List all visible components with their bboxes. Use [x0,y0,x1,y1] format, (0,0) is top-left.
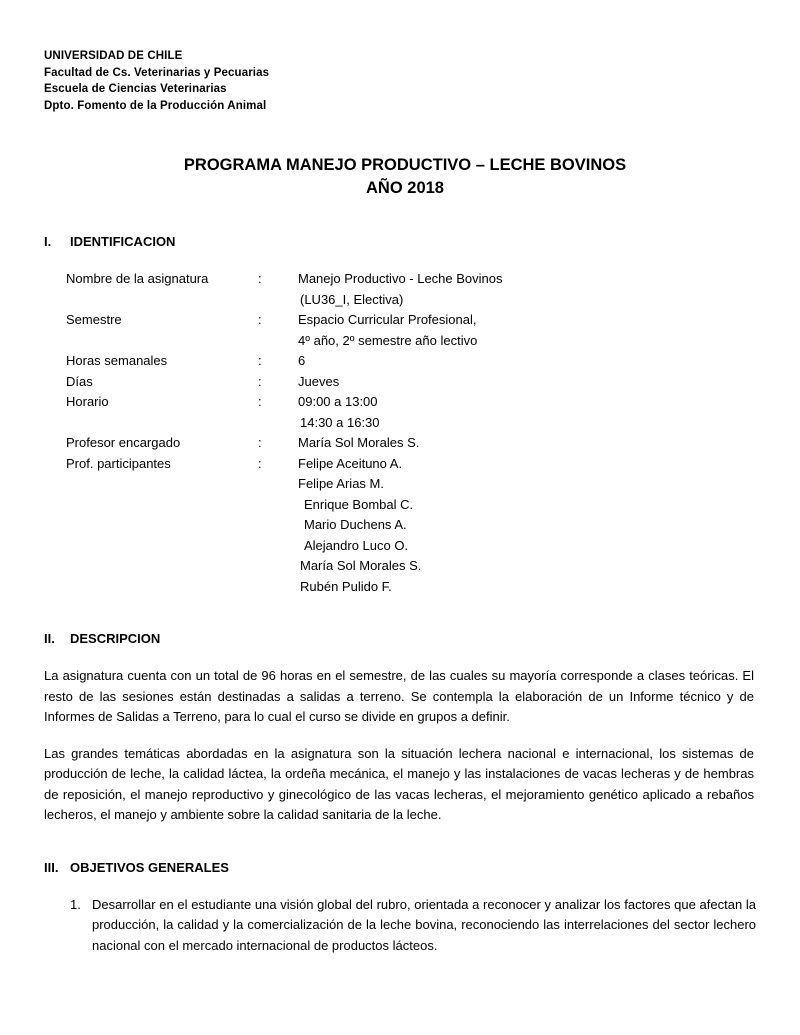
page-title-line-1: PROGRAMA MANEJO PRODUCTIVO – LECHE BOVINOS [183,156,627,174]
table-row [66,351,756,372]
ident-label: Horario [66,394,109,409]
section-title-identificacion: IDENTIFICACION [70,234,176,249]
section-numeral-descripcion: II. [44,631,55,646]
section-numeral-objetivos: III. [44,859,59,875]
ident-colon: : [258,394,262,409]
table-row [66,269,756,290]
ident-value-cont: 14:30 a 16:30 [300,414,380,430]
section-heading-objetivos [44,860,756,875]
section-heading-identificacion [44,234,756,249]
list-item-number: 1. [70,896,81,912]
ident-label: Profesor encargado [66,435,181,450]
ident-value: Espacio Curricular Profesional, [298,312,477,327]
section-heading-descripcion [44,631,756,646]
ident-label: Prof. participantes [66,455,171,471]
table-row [66,454,756,475]
page-title-line-2: AÑO 2018 [366,179,444,197]
ident-label: Horas semanales [66,353,168,368]
ident-value-cont: 4º año, 2º semestre año lectivo [298,332,478,348]
ident-label: Semestre [66,312,122,327]
participant-name: María Sol Morales S. [300,558,422,573]
participant-name: Felipe Arias M. [298,476,384,491]
objetivos-list [44,895,756,957]
descripcion-paragraph-1: La asignatura cuenta con un total de 96 horas en el semestre, de las cuales su mayoría corresponde a clases teóricas. El resto de las sesiones están destinadas a salidas a terreno. Se contempla la elaboración de un Informe técnico y de Informes de Salidas a Terreno, para lo cual el curso se divide en grupos a definir. [44,668,754,724]
ident-colon: : [258,373,262,389]
letterhead-line-4: Dpto. Fomento de la Producción Animal [44,99,267,112]
ident-label: Nombre de la asignatura [66,271,209,286]
descripcion-paragraph-2: Las grandes temáticas abordadas en la asignatura son la situación lechera nacional e internacional, los sistemas de producción de leche, la calidad láctea, la ordeña mecánica, el manejo y las instalaciones de vacas lecheras y de hembras de reposición, el manejo reproductivo y ginecológico de las vacas lecheras, el mejoramiento genético aplicado a rebaños lecheros, el manejo y ambiente sobre la calidad sanitaria de la leche. [44,745,754,822]
table-row [66,372,756,393]
ident-label: Días [66,373,93,389]
letterhead-line-1: UNIVERSIDAD DE CHILE [44,50,183,62]
ident-colon: : [258,271,262,286]
identification-table [66,269,756,597]
section-title-objetivos: OBJETIVOS GENERALES [70,859,229,875]
ident-value: 09:00 a 13:00 [298,394,378,409]
letterhead [44,48,756,114]
ident-value-cont: (LU36_I, Electiva) [300,291,404,307]
page-title [54,154,756,200]
ident-colon: : [258,455,262,471]
table-row [66,433,756,454]
table-row [66,392,756,413]
letterhead-line-2: Facultad de Cs. Veterinarias y Pecuarias [44,66,270,79]
ident-colon: : [258,353,262,368]
ident-colon: : [258,435,262,450]
section-title-descripcion: DESCRIPCION [70,631,161,646]
section-numeral-identificacion: I. [44,234,52,249]
table-row [66,310,756,331]
ident-value: Felipe Aceituno A. [298,455,403,471]
participant-name: Rubén Pulido F. [300,578,392,594]
list-item [44,895,756,957]
letterhead-line-3: Escuela de Ciencias Veterinarias [44,83,227,95]
participant-name: Enrique Bombal C. [304,496,414,512]
descripcion-body [44,666,756,826]
ident-colon: : [258,312,262,327]
ident-value: María Sol Morales S. [298,435,420,450]
participant-name: Mario Duchens A. [304,517,407,532]
ident-value: Jueves [298,373,340,389]
ident-value: 6 [298,353,306,368]
participant-name: Alejandro Luco O. [304,537,409,553]
list-item-text: Desarrollar en el estudiante una visión global del rubro, orientada a reconocer y analizar los factores que afectan la producción, la calidad y la comercialización de la leche bovina, reconociendo las interrelaciones del sector lechero nacional con el mercado internacional de productos lácteos. [92,896,756,953]
ident-value: Manejo Productivo - Leche Bovinos [298,271,503,286]
